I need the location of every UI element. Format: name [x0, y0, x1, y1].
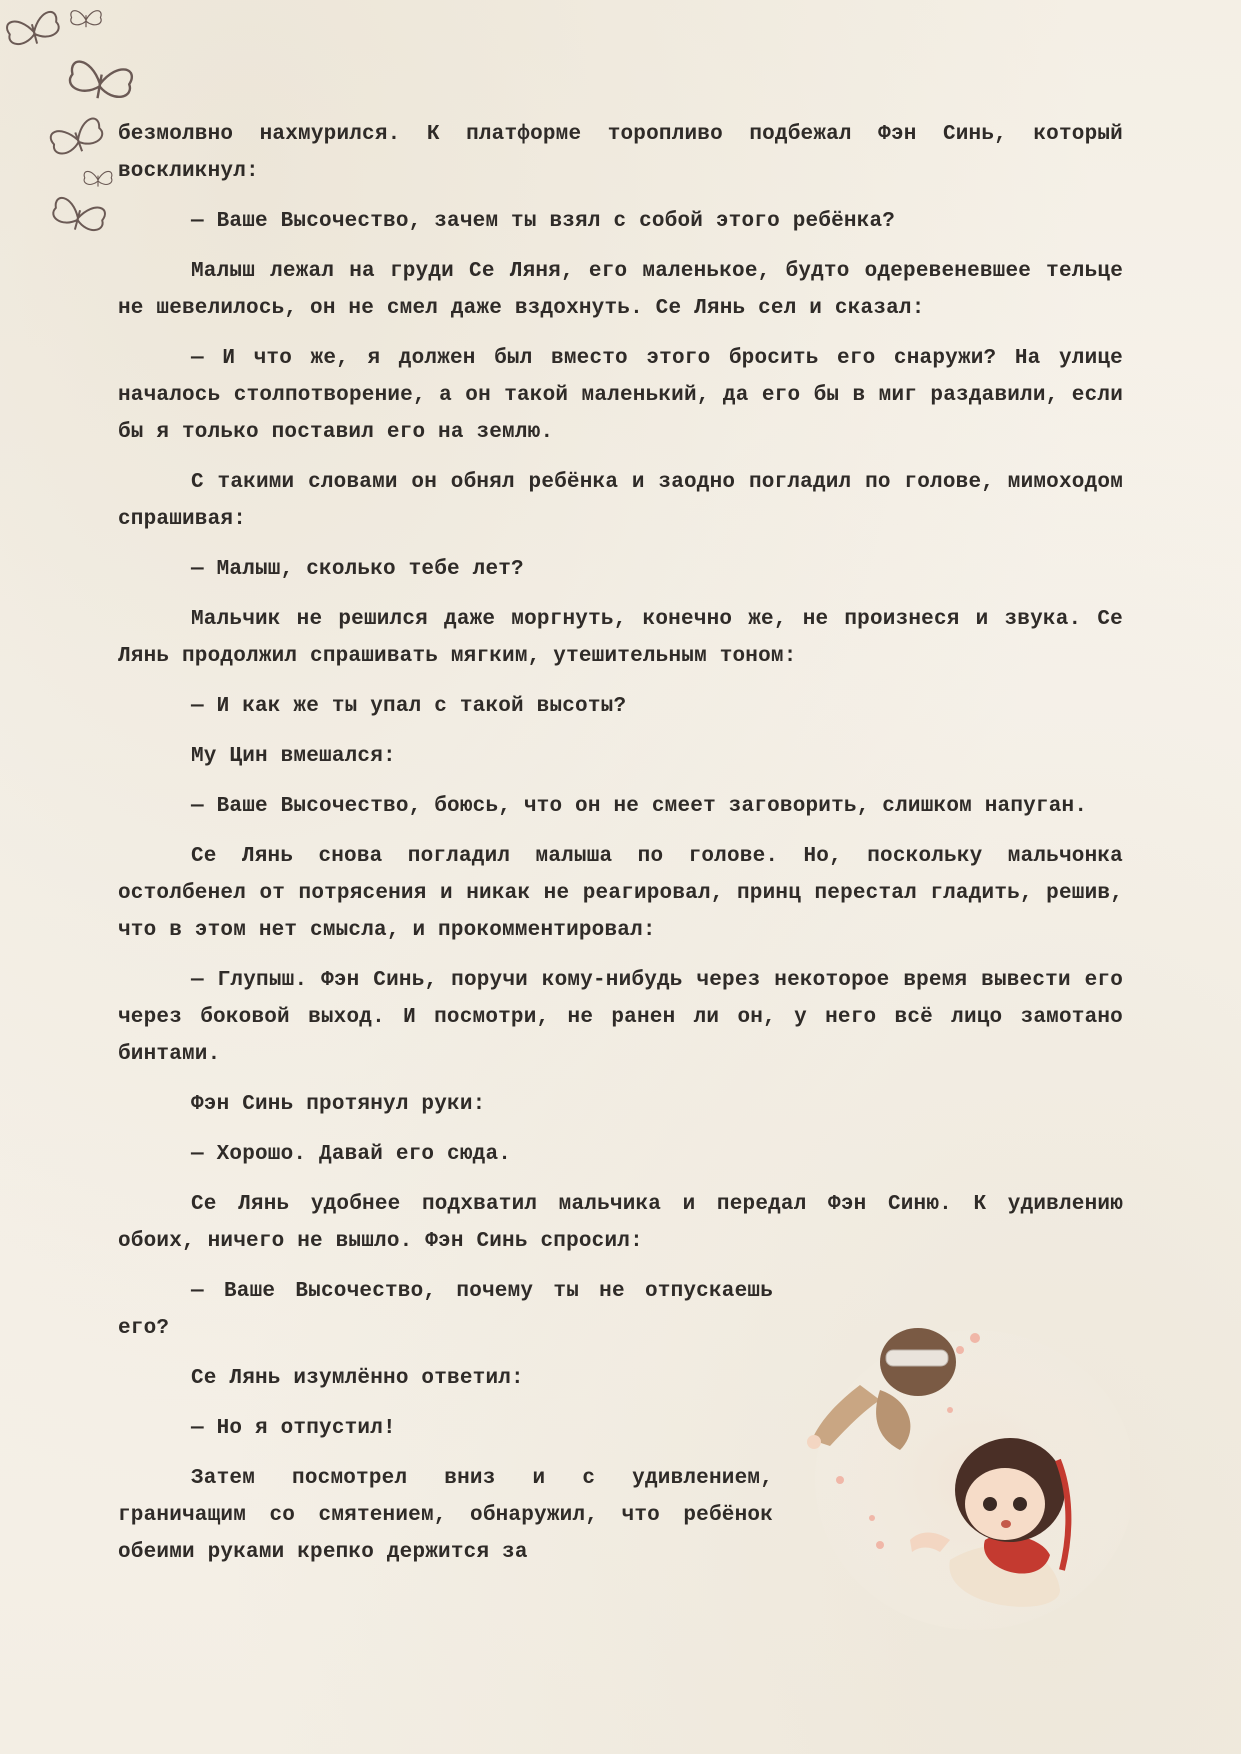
paragraph: — Хорошо. Давай его сюда.	[191, 1143, 512, 1166]
paragraph: Се Лянь удобнее подхватил мальчика и передал Фэн Синю. К удивлению обоих, ничего не вышло. Фэн Синь спросил:	[118, 1193, 1123, 1253]
paragraph: Затем посмотрел вниз и с удивлением, граничащим со смятением, обнаружил, что ребёнок обеими руками крепко держится за	[118, 1467, 773, 1564]
paragraph: Фэн Синь протянул руки:	[191, 1093, 486, 1116]
paragraph: — Ваше Высочество, боюсь, что он не смеет заговорить, слишком напуган.	[191, 795, 1088, 818]
paragraph: Мальчик не решился даже моргнуть, конечно же, не произнеся и звука. Се Лянь продолжил спрашивать мягким, утешительным тоном:	[118, 608, 1123, 668]
paragraph: Се Лянь снова погладил малыша по голове. Но, поскольку мальчонка остолбенел от потрясения и никак не реагировал, принц перестал гладить, решив, что в этом нет смысла, и прокомментировал:	[118, 845, 1123, 942]
butterfly-icon	[6, 10, 62, 50]
chibi-illustration	[800, 1290, 1130, 1630]
butterfly-icon	[50, 196, 106, 236]
paragraph: — Ваше Высочество, почему ты не отпускаешь его?	[118, 1280, 773, 1340]
paragraph: — И что же, я должен был вместо этого бросить его снаружи? На улице началось столпотворение, а он такой маленький, да его бы в миг раздавили, если бы я только поставил его на землю.	[118, 347, 1123, 444]
paragraph: — Ваше Высочество, зачем ты взял с собой этого ребёнка?	[191, 210, 896, 233]
butterfly-icon	[84, 171, 112, 186]
paragraph: Малыш лежал на груди Се Ляня, его маленькое, будто одеревеневшее тельце не шевелилось, он не смел даже вздохнуть. Се Лянь сел и сказал:	[118, 260, 1123, 320]
paragraph: — Но я отпустил!	[191, 1417, 396, 1440]
paragraph: безмолвно нахмурился. К платформе торопливо подбежал Фэн Синь, который воскликнул:	[118, 123, 1123, 183]
butterfly-icon	[49, 117, 106, 160]
butterfly-icon	[68, 60, 134, 103]
paragraph: Му Цин вмешался:	[191, 745, 396, 768]
butterfly-icon	[71, 11, 101, 28]
paragraph: С такими словами он обнял ребёнка и заодно погладил по голове, мимоходом спрашивая:	[118, 471, 1123, 531]
paragraph: — Глупыш. Фэн Синь, поручи кому-нибудь через некоторое время вывести его через боковой выход. И посмотри, не ранен ли он, у него всё лицо замотано бинтами.	[118, 969, 1123, 1066]
paragraph: — И как же ты упал с такой высоты?	[191, 695, 627, 718]
paragraph: — Малыш, сколько тебе лет?	[191, 558, 524, 581]
paragraph: Се Лянь изумлённо ответил:	[191, 1367, 524, 1390]
